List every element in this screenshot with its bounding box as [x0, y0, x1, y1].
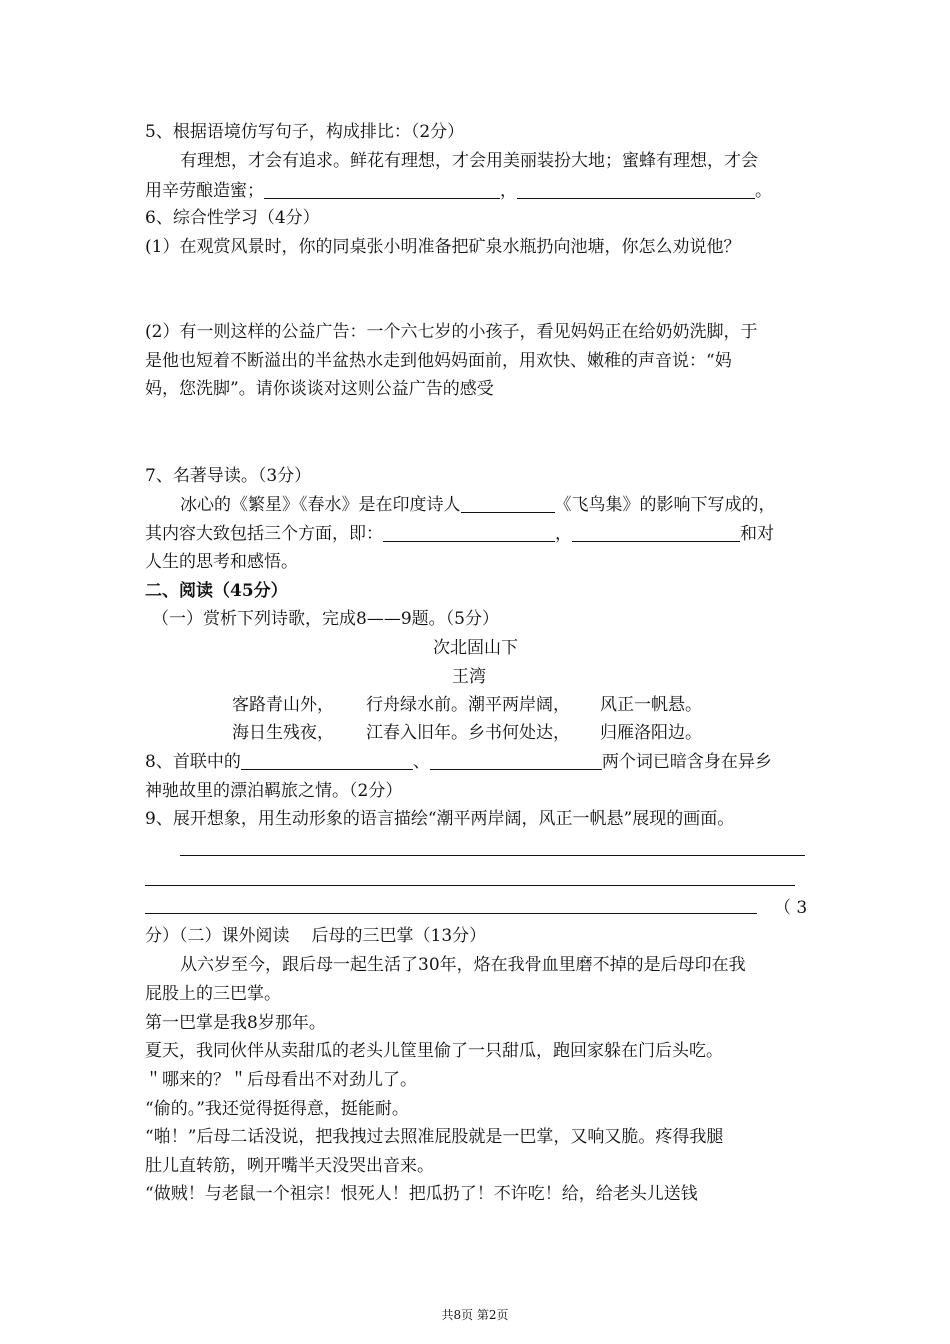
q6-part2-line2: 是他也短着不断溢出的半盆热水走到他妈妈面前，用欢快、嫩稚的声音说：“妈	[145, 351, 732, 371]
reading2-p7: “做贼！与老鼠一个祖宗！恨死人！把瓜扔了！不许吃！给，给老头儿送钱	[145, 1184, 698, 1204]
q8-line2: 神驰故里的漂泊羁旅之情。（2分）	[145, 781, 403, 801]
q7-aspect-blank-1[interactable]	[383, 523, 555, 542]
q9-score-a: （ 3	[774, 898, 808, 918]
q5-line2-end: 。	[755, 181, 772, 201]
reading2-p5: “偷的。”我还觉得挺得意，挺能耐。	[145, 1099, 409, 1119]
reading2-p6-line1: “啪！”后母二话没说，把我拽过去照准屁股就是一巴掌，又响又脆。疼得我腿	[145, 1127, 724, 1147]
q7-poet-blank[interactable]	[461, 494, 555, 513]
q5-line2-mid: ，	[500, 181, 517, 201]
q5-line2	[145, 180, 772, 202]
q8-word-blank-1[interactable]	[241, 751, 413, 770]
reading2-subtitle: 后母的三巴掌（13分）	[311, 926, 487, 946]
reading2-heading	[145, 925, 486, 947]
q8-line1-end: 两个词已暗含身在异乡	[601, 752, 772, 772]
q7-title: 7、名著导读。（3分）	[145, 466, 312, 486]
reading2-p2: 第一巴掌是我8岁那年。	[145, 1013, 326, 1033]
poem-line1-c: 风正一帆悬。	[600, 695, 702, 715]
q7-line2-start: 其内容大致包括三个方面，即：	[145, 524, 383, 544]
q8-line1-mid: 、	[412, 752, 430, 772]
q7-line2-end: 和对	[740, 524, 774, 544]
reading2-p1-line1: 从六岁至今，跟后母一起生活了30年，烙在我骨血里磨不掉的是后母印在我	[180, 955, 746, 975]
q5-answer-blank-1[interactable]	[264, 180, 500, 199]
q9-answer-line-3[interactable]	[145, 913, 757, 914]
q7-line2-mid: ，	[555, 524, 572, 544]
reading2-p3: 夏天，我同伙伴从卖甜瓜的老头儿筐里偷了一只甜瓜，跑回家躲在门后头吃。	[145, 1041, 723, 1061]
poem-line2-b: 江春入旧年。乡书何处达，	[366, 723, 570, 743]
q7-line1	[180, 494, 776, 516]
q8-line1	[145, 751, 772, 773]
q6-part2-line1: (2）有一则这样的公益广告：一个六七岁的小孩子，看见妈妈正在给奶奶洗脚，于	[145, 322, 758, 342]
section2-title: 二、阅读（45分）	[145, 581, 288, 601]
q6-title: 6、综合性学习（4分）	[145, 208, 320, 228]
q7-aspect-blank-2[interactable]	[572, 523, 740, 542]
reading2-p6-line2: 肚儿直转筋，咧开嘴半天没哭出音来。	[145, 1156, 434, 1176]
q9-answer-line-1[interactable]	[180, 855, 805, 856]
poem-line1-a: 客路青山外，	[232, 695, 334, 715]
page-footer: 共8页 第2页	[441, 1308, 509, 1322]
reading2-p1-line2: 屁股上的三巴掌。	[145, 984, 281, 1004]
q7-line1-start: 冰心的《繁星》《春水》是在印度诗人	[180, 495, 461, 515]
reading2-title: （二）课外阅读	[179, 926, 290, 946]
q6-part1: (1）在观赏风景时，你的同桌张小明准备把矿泉水瓶扔向池塘，你怎么劝说他？	[145, 237, 741, 257]
q5-line1: 有理想，才会有追求。鲜花有理想，才会用美丽装扮大地；蜜蜂有理想，才会	[180, 151, 758, 171]
q8-line1-start: 8、首联中的	[145, 752, 241, 772]
q9-line1: 9、展开想象，用生动形象的语言描绘“潮平两岸阔，风正一帆悬”展现的画面。	[145, 809, 735, 829]
q7-line3: 人生的思考和感悟。	[145, 552, 298, 572]
q6-part2-line3: 妈，您洗脚”。请你谈谈对这则公益广告的感受	[145, 379, 494, 399]
poem-line2-a: 海日生残夜，	[232, 723, 334, 743]
poem-line1	[232, 694, 702, 716]
poem-title: 次北固山下	[433, 638, 518, 658]
section2-sub1: （一）赏析下列诗歌，完成8——9题。（5分）	[152, 609, 499, 629]
poem-author: 王湾	[452, 667, 486, 687]
q5-line2-start: 用辛劳酿造蜜；	[145, 181, 264, 201]
q9-answer-line-2[interactable]	[145, 885, 795, 886]
poem-line2	[232, 722, 702, 744]
q5-answer-blank-2[interactable]	[517, 180, 755, 199]
q7-line2	[145, 523, 774, 545]
q7-line1-end: 《飞鸟集》的影响下写成的，	[554, 495, 776, 515]
poem-line2-c: 归雁洛阳边。	[600, 723, 702, 743]
poem-line1-b: 行舟绿水前。潮平两岸阔，	[366, 695, 570, 715]
q9-score-b: 分）	[145, 926, 179, 946]
q8-word-blank-2[interactable]	[430, 751, 602, 770]
reading2-p4: ＂哪来的？＂后母看出不对劲儿了。	[145, 1070, 417, 1090]
q5-title: 5、根据语境仿写句子，构成排比：（2分）	[145, 122, 465, 142]
